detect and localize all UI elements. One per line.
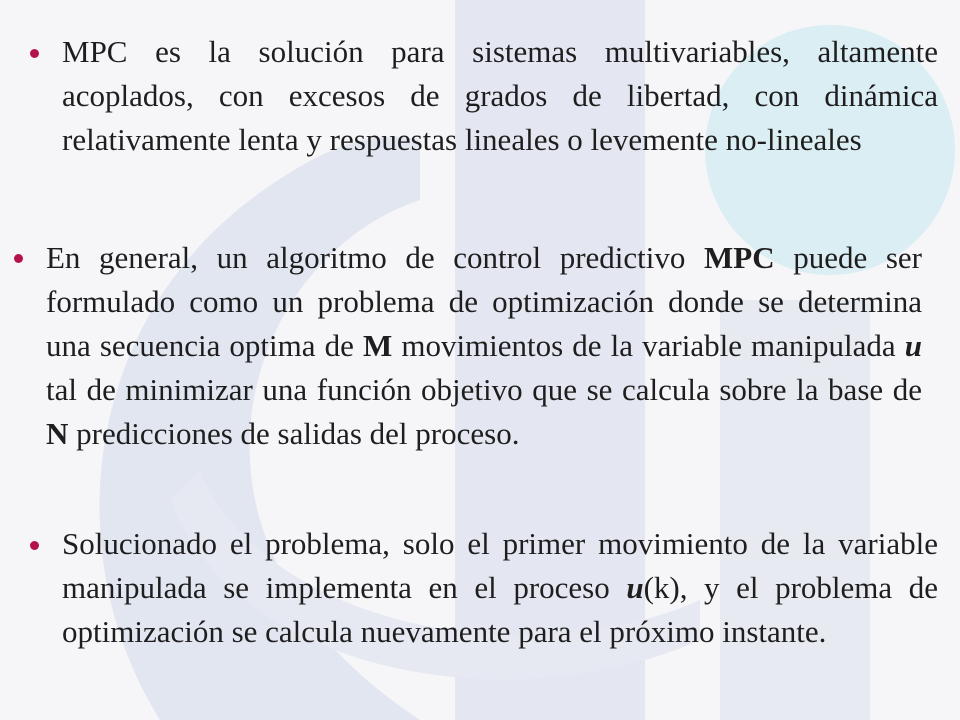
text-segment: (k), y el problema de optimización se calcula nuevamente para el próximo instante. [62,570,938,649]
text-segment-variable-u: u [904,328,922,363]
bullet-text-1 [62,30,938,162]
bullet-dot-icon [30,541,39,550]
text-segment: puede ser formulado como un problema de optimización donde se determina una secuencia optima de [46,240,922,363]
bullet-item-3 [22,522,938,654]
text-segment: En general, un algoritmo de control predictivo [46,240,704,275]
bullet-dot-icon [14,254,23,263]
bullet-item-1 [22,30,938,162]
text-segment: predicciones de salidas del proceso. [68,416,520,451]
text-segment: movimientos de la variable manipulada [392,328,905,363]
text-segment-bold-m: M [362,328,393,363]
bullet-text-2 [46,236,922,456]
text-segment: Solucionado el problema, solo el primer movimiento de la variable manipulada se implementa en el proceso [62,526,938,605]
text-segment-bold-mpc: MPC [704,240,775,275]
text-segment: MPC es la solución para sistemas multivariables, altamente acoplados, con excesos de grados de libertad, con dinámica relativamente lenta y respuestas lineales o levemente no-lineales [62,34,938,157]
text-segment-bold-n: N [46,416,69,451]
text-segment-variable-u: u [626,570,644,605]
bullet-text-3 [62,522,938,654]
bullet-dot-icon [30,49,39,58]
text-segment: tal de minimizar una función objetivo que se calcula sobre la base de [46,372,922,407]
bullet-item-2 [0,236,922,456]
